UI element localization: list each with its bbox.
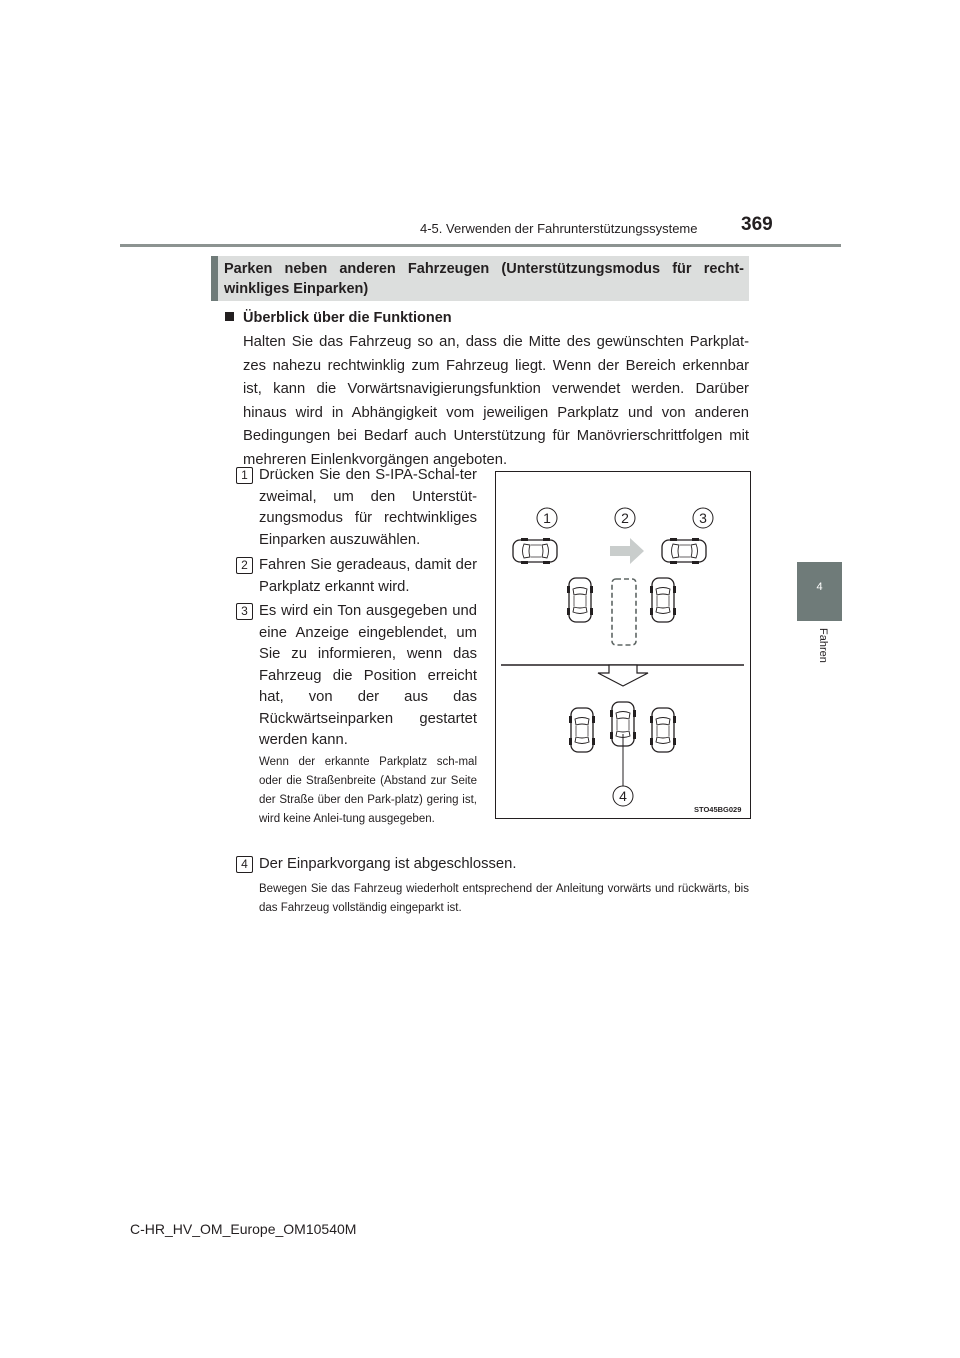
section-heading-line2: winkliges Einparken) [224,281,369,297]
step-text-2: Fahren Sie geradeaus, damit der Parkplatz erkannt wird. [259,557,477,595]
parked-car-left-bottom [569,708,595,752]
footer-document-id: C-HR_HV_OM_Europe_OM10540M [130,1221,357,1237]
step-note-4: Bewegen Sie das Fahrzeug wiederholt entsprechend der Anleitung vorwärts und rückwärts, bis das Fahrzeug vollständig eingeparkt ist. [259,883,749,914]
parked-car-right-bottom [650,708,676,752]
step-number-2: 2 [236,557,253,574]
step-text-3: Es wird ein Ton ausgegeben und eine Anzeige eingeblendet, um Sie zu informieren, wenn das Fahrzeug die Position erreicht hat, von der aus das Rückwärtseinparken gestartet werden kann. [259,603,477,748]
step-note-3: Wenn der erkannte Parkplatz sch-mal oder die Straßenbreite (Abstand zur Seite der Straße über den Park-platz) gering ist, wird keine Anlei-tung ausgegeben. [259,756,477,825]
svg-text:1: 1 [543,510,551,526]
svg-text:4: 4 [619,788,627,804]
step-number-1: 1 [236,467,253,484]
subheading [225,310,452,326]
parked-car-left-top [567,578,593,622]
step-text-4: Der Einparkvorgang ist abgeschlossen. [259,856,517,872]
target-parking-space [612,579,636,645]
car-step-3 [662,538,706,564]
chapter-label: Fahren [817,628,829,663]
subheading-text: Überblick über die Funktionen [243,310,452,326]
header-section-title: 4-5. Verwenden der Fahrunterstützungssysteme [420,221,698,236]
step-number-4: 4 [236,856,253,873]
parked-car-right-top [650,578,676,622]
page-number: 369 [741,214,773,235]
callout-1 [537,508,557,528]
section-heading-line1: Parken neben anderen Fahrzeugen (Unterstützungsmodus für recht- [224,261,744,277]
callout-3 [693,508,713,528]
step-number-3: 3 [236,603,253,620]
chapter-number: 4 [816,581,823,593]
forward-arrow-icon [610,538,644,564]
callout-4 [613,786,633,806]
section-heading-bar [211,256,218,301]
header-rule [120,244,841,247]
parking-illustration [495,471,751,819]
figure-code: STO45BG029 [694,805,742,814]
svg-text:3: 3 [699,510,707,526]
car-step-1 [513,538,557,564]
step-text-1: Drücken Sie den S-IPA-Schal-ter zweimal, um den Unterstüt-zungsmodus für rechtwinkliges Einparken auszuwählen. [259,467,477,548]
section-heading [224,259,744,299]
intro-paragraph: Halten Sie das Fahrzeug so an, dass die Mitte des gewünschten Parkplat-zes nahezu rechtwinklig zum Fahrzeug liegt. Wenn der Bereich erkennbar ist, kann die Vorwärtsnavigierungsfunktion verwendet werden. Darüber hinaus wird in Abhängigkeit vom jeweiligen Parkplatz und von anderen Bedingungen bei Bedarf auch Unterstützung für Manövrierschrittfolgen mit mehreren Einlenkvorgängen angeboten. [243,334,749,468]
square-bullet-icon [225,312,234,321]
callout-2 [615,508,635,528]
svg-text:2: 2 [621,510,629,526]
down-arrow-icon [598,665,648,686]
chapter-tab [797,562,842,621]
